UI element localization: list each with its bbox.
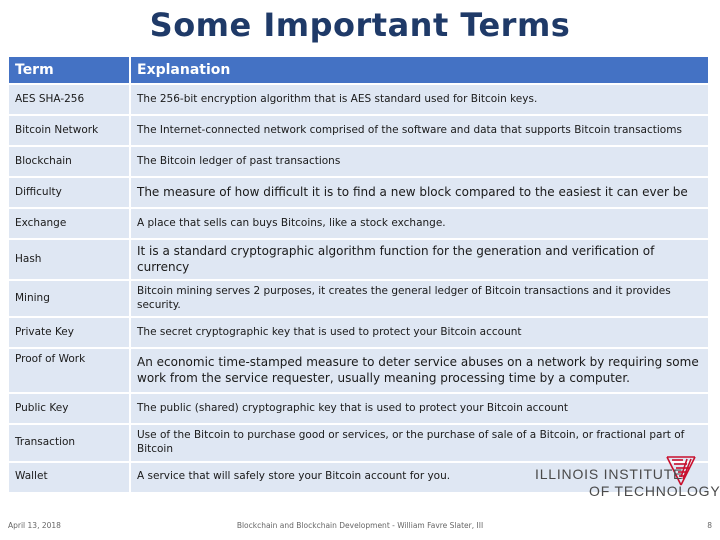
table-row — [9, 85, 710, 114]
table-row — [9, 147, 710, 176]
explanation-cell: The 256-bit encryption algorithm that is AES standard used for Bitcoin keys. — [131, 85, 710, 114]
table-row — [9, 178, 710, 207]
explanation-cell: An economic time-stamped measure to deter service abuses on a network by requiring some work from the service requester, usually meaning processing time by a computer. — [131, 349, 710, 392]
explanation-cell: Bitcoin mining serves 2 purposes, it creates the general ledger of Bitcoin transactions and it provides security. — [131, 281, 710, 316]
table-row — [9, 116, 710, 145]
term-cell: Private Key — [9, 318, 131, 347]
table-row — [9, 349, 710, 392]
term-cell: Difficulty — [9, 178, 131, 207]
explanation-cell: A place that sells can buys Bitcoins, like a stock exchange. — [131, 209, 710, 238]
header-explanation: Explanation — [131, 57, 710, 83]
terms-table — [9, 55, 710, 494]
term-cell: Bitcoin Network — [9, 116, 131, 145]
explanation-cell: The measure of how difficult it is to find a new block compared to the easiest it can ever be — [131, 178, 710, 207]
explanation-cell: The Internet-connected network comprised of the software and data that supports Bitcoin transactioms — [131, 116, 710, 145]
explanation-cell: It is a standard cryptographic algorithm function for the generation and verification of currency — [131, 240, 710, 279]
term-cell: Blockchain — [9, 147, 131, 176]
explanation-cell: The public (shared) cryptographic key that is used to protect your Bitcoin account — [131, 394, 710, 423]
logo-line2: OF TECHNOLOGY — [589, 483, 720, 499]
header-term: Term — [9, 57, 131, 83]
table-row — [9, 318, 710, 347]
explanation-cell: A service that will safely store your Bitcoin account for you. — [131, 463, 710, 492]
term-cell: Proof of Work — [9, 349, 131, 392]
term-cell: Mining — [9, 281, 131, 316]
term-cell: Wallet — [9, 463, 131, 492]
footer-date: April 13, 2018 — [8, 521, 61, 530]
explanation-cell: Use of the Bitcoin to purchase good or services, or the purchase of sale of a Bitcoin, or fractional part of Bitcoin — [131, 425, 710, 460]
logo-line1: ILLINOIS INSTITUTE — [535, 466, 684, 482]
table-row — [9, 209, 710, 238]
term-cell: Exchange — [9, 209, 131, 238]
footer-center: Blockchain and Blockchain Development - William Favre Slater, III — [236, 521, 484, 530]
explanation-cell: The secret cryptographic key that is used to protect your Bitcoin account — [131, 318, 710, 347]
table-row — [9, 394, 710, 423]
term-cell: Public Key — [9, 394, 131, 423]
table-header-row — [9, 57, 710, 83]
explanation-cell: The Bitcoin ledger of past transactions — [131, 147, 710, 176]
term-cell: Hash — [9, 240, 131, 279]
page-title: Some Important Terms — [149, 6, 571, 44]
page-number: 8 — [707, 521, 712, 530]
iit-logo — [535, 455, 720, 500]
table-row — [9, 281, 710, 316]
term-cell: Transaction — [9, 425, 131, 460]
table-row — [9, 240, 710, 279]
term-cell: AES SHA-256 — [9, 85, 131, 114]
